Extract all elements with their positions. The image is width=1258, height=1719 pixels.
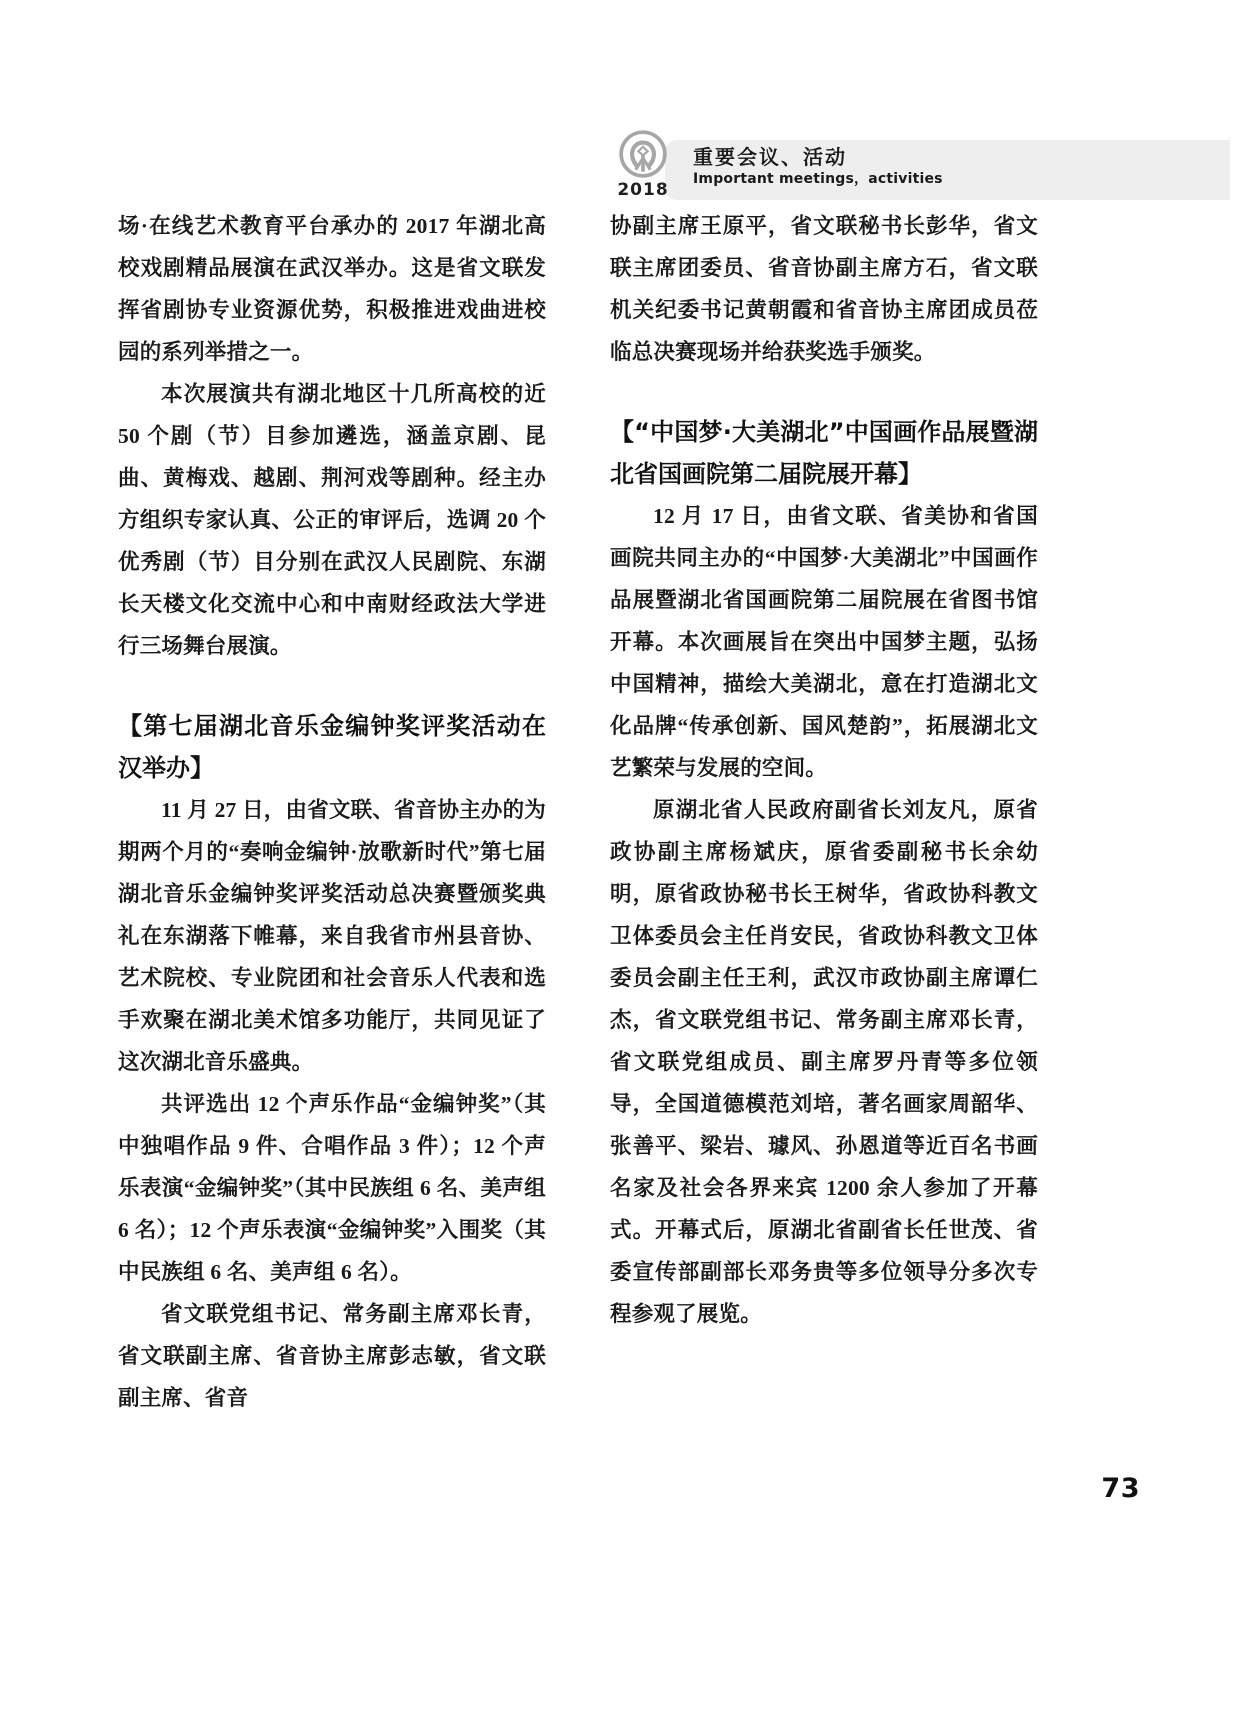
text-column-right [610,205,1038,1335]
text-column-left [118,205,546,1419]
running-header [0,62,1258,200]
paragraph: 共评选出 12 个声乐作品“金编钟奖”（其中独唱作品 9 件、合唱作品 3 件）；12 个声乐表演“金编钟奖”（其中民族组 6 名、美声组 6 名）；12 个声乐表演“金编钟奖”入围奖（其中民族组 6 名、美声组 6 名）。 [118,1092,546,1284]
paragraph: 场·在线艺术教育平台承办的 2017 年湖北高校戏剧精品展演在武汉举办。这是省文联发挥省剧协专业资源优势，积极推进戏曲进校园的系列举措之一。 [118,214,546,364]
page-number: 73 [1101,1473,1140,1504]
paragraph: 省文联党组书记、常务副主席邓长青，省文联副主席、省音协主席彭志敏，省文联副主席、省音 [118,1302,546,1410]
section-heading: 【“中国梦·大美湖北”中国画作品展暨湖北省国画院第二届院展开幕】 [610,418,1038,488]
paragraph: 本次展演共有湖北地区十几所高校的近 50 个剧（节）目参加遴选，涵盖京剧、昆曲、黄梅戏、越剧、荆河戏等剧种。经主办方组织专家认真、公正的审评后，选调 20 个优秀剧（节）目分别在武汉人民剧院、东湖长天楼文化交流中心和中南财经政法大学进行三场舞台展演。 [118,382,546,658]
header-year: 2018 [617,180,669,200]
section-heading: 【第七届湖北音乐金编钟奖评奖活动在汉举办】 [118,712,546,782]
paragraph: 12 月 17 日，由省文联、省美协和省国画院共同主办的“中国梦·大美湖北”中国画作品展暨湖北省国画院第二届院展在省图书馆开幕。本次画展旨在突出中国梦主题，弘扬中国精神，描绘大美湖北，意在打造湖北文化品牌“传承创新、国风楚韵”，拓展湖北文艺繁荣与发展的空间。 [610,504,1038,780]
header-logo [608,128,678,210]
paragraph: 协副主席王原平，省文联秘书长彭华，省文联主席团委员、省音协副主席方石，省文联机关纪委书记黄朝霞和省音协主席团成员莅临总决赛现场并给获奖选手颁奖。 [610,214,1038,364]
header-title-en: Important meetings，activities [693,171,943,187]
paragraph: 原湖北省人民政府副省长刘友凡，原省政协副主席杨斌庆，原省委副秘书长余幼明，原省政协秘书长王树华，省政协科教文卫体委员会主任肖安民，省政协科教文卫体委员会副主任王利，武汉市政协副主席谭仁杰，省文联党组书记、常务副主席邓长青，省文联党组成员、副主席罗丹青等多位领导，全国道德模范刘培，著名画家周韶华、张善平、梁岩、璩风、孙恩道等近百名书画名家及社会各界来宾 1200 余人参加了开幕式。开幕式后，原湖北省副省长任世茂、省委宣传部副部长邓务贵等多位领导分多次专程参观了展览。 [610,798,1038,1326]
paragraph: 11 月 27 日，由省文联、省音协主办的为期两个月的“奏响金编钟·放歌新时代”第七届湖北音乐金编钟奖评奖活动总决赛暨颁奖典礼在东湖落下帷幕，来自我省市州县音协、艺术院校、专业院团和社会音乐人代表和选手欢聚在湖北美术馆多功能厅，共同见证了这次湖北音乐盛典。 [118,798,546,1074]
circular-emblem-figure-icon [617,128,669,180]
header-title-cn: 重要会议、活动 [693,145,847,169]
